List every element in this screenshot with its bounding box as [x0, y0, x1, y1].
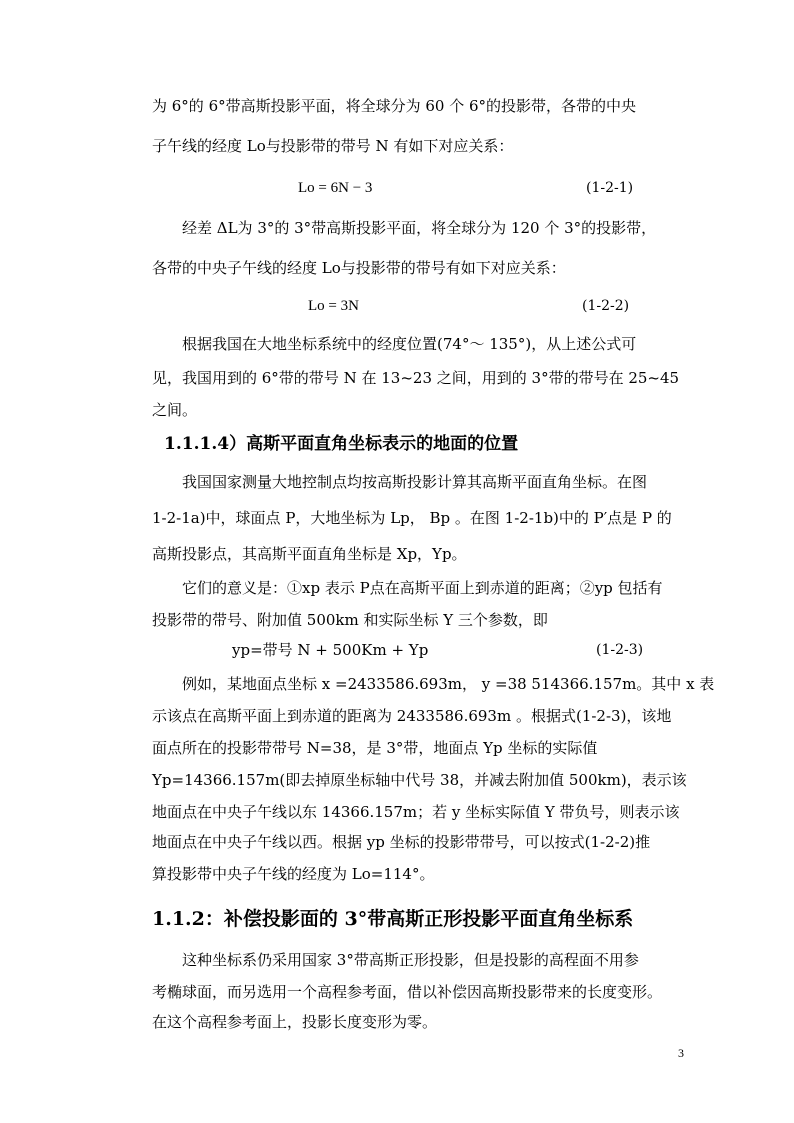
- para3-line1: 根据我国在大地坐标系统中的经度位置(74°～ 135°)，从上述公式可: [182, 335, 637, 353]
- para3-line2: 见，我国用到的 6°带的带号 N 在 13~23 之间，用到的 3°带的带号在 25~45: [152, 369, 680, 387]
- para4-line1: 我国国家测量大地控制点均按高斯投影计算其高斯平面直角坐标。在图: [182, 473, 648, 491]
- section-heading-1-1-1-4: 1.1.1.4）高斯平面直角坐标表示的地面的位置: [164, 434, 519, 454]
- equation-number-1: (1-2-1): [586, 180, 634, 196]
- equation-1-2-1: Lo = 6N − 3: [298, 180, 373, 196]
- equation-number-3: (1-2-3): [596, 642, 644, 658]
- equation-1-2-3: yp=带号 N + 500Km + Yp: [232, 641, 429, 659]
- para2-line2: 各带的中央子午线的经度 Lo与投影带的带号有如下对应关系：: [152, 259, 566, 277]
- para6-line5: 地面点在中央子午线以东 14366.157m；若 y 坐标实际值 Y 带负号，则表示该: [152, 803, 680, 821]
- para7-line3: 在这个高程参考面上，投影长度变形为零。: [152, 1013, 438, 1031]
- equation-1-2-2: Lo = 3N: [308, 298, 359, 314]
- para7-line2: 考椭球面，而另选用一个高程参考面，借以补偿因高斯投影带来的长度变形。: [152, 983, 663, 1001]
- para1-line1: 为 6°的 6°带高斯投影平面，将全球分为 60 个 6°的投影带，各带的中央: [152, 97, 637, 115]
- para6-line2: 示该点在高斯平面上到赤道的距离为 2433586.693m 。根据式(1-2-3)，该地: [152, 707, 672, 725]
- para1-line2: 子午线的经度 Lo与投影带的带号 N 有如下对应关系：: [152, 137, 514, 155]
- para2-line1: 经差 ΔL为 3°的 3°带高斯投影平面，将全球分为 120 个 3°的投影带，: [182, 219, 657, 237]
- page-number: 3: [678, 1046, 684, 1060]
- para6-line3: 面点所在的投影带带号 N=38，是 3°带，地面点 Yp 坐标的实际值: [152, 739, 598, 757]
- para3-line3: 之间。: [152, 401, 198, 419]
- section-heading-1-1-2: 1.1.2：补偿投影面的 3°带高斯正形投影平面直角坐标系: [152, 908, 634, 930]
- para5-line2: 投影带的带号、附加值 500km 和实际坐标 Y 三个参数，即: [152, 611, 548, 629]
- para6-line7: 算投影带中央子午线的经度为 Lo=114°。: [152, 865, 435, 883]
- para7-line1: 这种坐标系仍采用国家 3°带高斯正形投影，但是投影的高程面不用参: [182, 951, 639, 969]
- para6-line1: 例如，某地面点坐标 x =2433586.693m， y =38 514366.157m。其中 x 表: [182, 675, 715, 693]
- para6-line6: 地面点在中央子午线以西。根据 yp 坐标的投影带带号，可以按式(1-2-2)推: [152, 833, 651, 851]
- equation-number-2: (1-2-2): [582, 298, 630, 314]
- para5-line1: 它们的意义是：①xp 表示 P点在高斯平面上到赤道的距离；②yp 包括有: [182, 579, 663, 597]
- para4-line3: 高斯投影点，其高斯平面直角坐标是 Xp，Yp。: [152, 545, 467, 563]
- para6-line4: Yp=14366.157m(即去掉原坐标轴中代号 38，并减去附加值 500km)，表示该: [152, 771, 687, 789]
- para4-line2: 1-2-1a)中，球面点 P，大地坐标为 Lp， Bp 。在图 1-2-1b)中的 P′点是 P 的: [152, 509, 672, 527]
